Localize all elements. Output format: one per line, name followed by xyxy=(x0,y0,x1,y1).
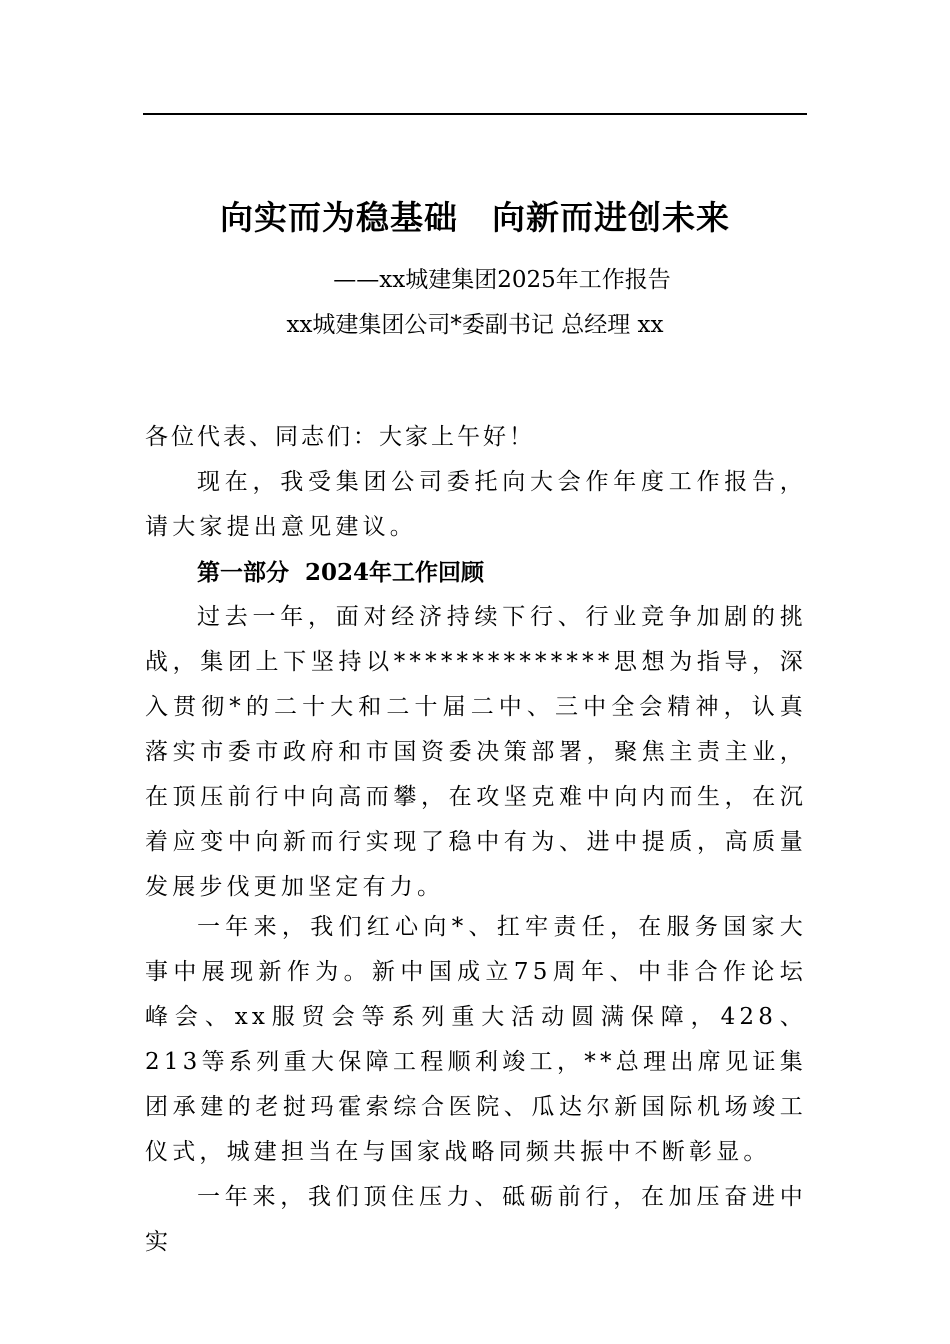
author-line: xx城建集团公司*委副书记 总经理 xx xyxy=(286,312,664,338)
paragraph-intro: 现在，我受集团公司委托向大会作年度工作报告，请大家提出意见建议。 xyxy=(145,469,807,540)
paragraph-pressure: 一年来，我们顶住压力、砥砺前行，在加压奋进中实 xyxy=(145,1184,807,1255)
document-title: 向实而为稳基础 向新而进创未来 xyxy=(220,198,730,237)
paragraph-responsibility: 一年来，我们红心向*、扛牢责任，在服务国家大事中展现新作为。新中国成立75周年、中非合作论坛峰会、xx服贸会等系列重大活动圆满保障，428、213等系列重大保障工程顺利竣工，**总理出席见证集团承建的老挝玛霍索综合医院、瓜达尔新国际机场竣工仪式，城建担当在与国家战略同频共振中不断彰显。 xyxy=(145,914,807,1165)
header-rule xyxy=(143,113,807,115)
paragraph-review: 过去一年，面对经济持续下行、行业竞争加剧的挑战，集团上下坚持以**************思想为指导，深入贯彻*的二十大和二十届二中、三中全会精神，认真落实市委市政府和市国资委决策部署，聚焦主责主业，在顶压前行中向高而攀，在攻坚克难中向内而生，在沉着应变中向新而行实现了稳中有为、进中提质，高质量发展步伐更加坚定有力。 xyxy=(145,604,807,900)
document-subtitle: ——xx城建集团2025年工作报告 xyxy=(333,267,671,293)
section-heading: 第一部分 2024年工作回顾 xyxy=(197,559,485,586)
salutation: 各位代表、同志们：大家上午好！ xyxy=(145,424,535,450)
